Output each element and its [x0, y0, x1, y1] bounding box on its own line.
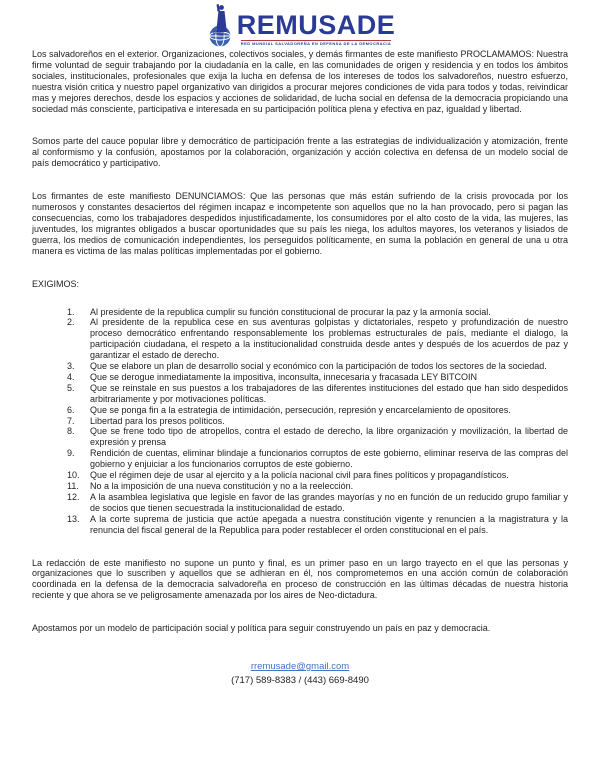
- logo-wordmark: REMUSADE: [236, 9, 396, 40]
- denouncement-paragraph: Los firmantes de este manifiesto DENUNCIAMOS: Que las personas que más están sufriendo de la crisis provocada por los numerosos y constantes desaciertos del régimen incapaz e incompetente son aquellos que no la han provocado, pero si pagan las consecuencias, como los trabajadores despedidos injustificadamente, los consumidores por el alto costo de la vida, las mujeres, las juventudes, los migrantes obligados a buscar oportunidades que su país les niega, los adultos mayores, los veteranos y lisiados de guerra, los medios de comunicación independientes, los perseguidos políticamente, en suma la población en general de una u otra manera es victima de las malas políticas implementadas por el gobierno.: [32, 191, 568, 256]
- logo-tagline: RED MUNDIAL SALVADOREÑA EN DEFENSA DE LA DEMOCRACIA: [240, 41, 392, 46]
- demand-item-9: Rendición de cuentas, eliminar blindaje a funcionarios corruptos de este gobierno, eliminar reserva de las compras del gobierno y enjuiciar a los funcionarios corruptos de este gobierno.: [90, 448, 568, 470]
- demand-item-6: Que se ponga fin a la estrategia de intimidación, persecución, represión y encarcelamiento de opositores.: [90, 404, 511, 415]
- phone-numbers: (717) 589-8383 / (443) 669-8490: [231, 675, 369, 687]
- contact-footer: [32, 656, 568, 687]
- demand-item-8: Que se frene todo tipo de atropellos, contra el estado de derecho, la libre organización y movilización, la libertad de expresión y prensa: [90, 426, 568, 448]
- salvador-del-mundo-globe-icon: [205, 3, 235, 47]
- closing-commitment-paragraph: La redacción de este manifiesto no supone un punto y final, es un primer paso en un largo trayecto en el que las personas y organizaciones que lo suscriben y aquellos que se adhieran en él, nos comprometemos en una acción común de colaboración coordinada en la defensa de la democracia salvadoreña en proceso de construcción en las últimas décadas de nuestra historia reciente y que ahora se ve peligrosamente amenazada por los aires de Neo-dictadura.: [32, 557, 568, 601]
- demand-item-7: Libertad para los presos políticos.: [90, 415, 225, 426]
- remusade-logo: [32, 3, 568, 47]
- demand-item-2: Al presidente de la republica cese en sus aventuras golpistas y dictatoriales, respeto y profundización de nuestro proceso democrático enfrentando responsablemente los problemas estructurales de país, mediante el dialogo, la participación ciudadana, el respeto a la institucionalidad construida desde antes y después de los acuerdos de paz y garantizar el estado de derecho.: [90, 317, 568, 361]
- demand-item-5: Que se reinstale en sus puestos a los trabajadores de las diferentes instituciones del estado que han sido despedidos arbitrariamente y por motivaciones políticas.: [90, 382, 568, 404]
- demands-list: [67, 307, 568, 536]
- closing-statement-paragraph: Apostamos por un modelo de participación social y política para seguir construyendo un país en paz y democracia.: [32, 623, 491, 634]
- email-link[interactable]: rremusade@gmail.com: [250, 661, 350, 673]
- demand-item-10: Que el régimen deje de usar al ejercito y a la policía nacional civil para fines políticos y propagandísticos.: [90, 470, 509, 481]
- demand-item-13: A la corte suprema de justicia que actúe apegada a nuestra constitución vigente y renuncien a la magistratura y la renuncia del fiscal general de la Republica para poder restablecer el orden constitucional en el país.: [90, 513, 568, 535]
- opening-proclamation-paragraph: Los salvadoreños en el exterior. Organizaciones, colectivos sociales, y demás firmantes de este manifiesto PROCLAMAMOS: Nuestra firme voluntad de seguir trabajando por la ciudadanía en la calle, en las comunidades de origen y residencia y en todos los ámbitos sociales, institucionales, profesionales que exija la lucha en defensa de los intereses de todos los salvadoreños, nuestro esfuerzo, nuestra visión critica y nuestro papel organizativo van dirigidos a procurar mejores condiciones de vida para todos y todas, reivindicar mas y mejores derechos, desde los espacios y acciones de solidaridad, de lucha social en defensa de la democracia propiciando una sociedad más consciente, participativa e interesada en su participación política plena y efectiva en paz, igualdad y libertad.: [32, 49, 568, 114]
- demand-item-12: A la asamblea legislativa que legisle en favor de las grandes mayorías y no en función de un reducido grupo familiar y de socios que tienen secuestrada la institucionalidad de estado.: [90, 491, 568, 513]
- demand-item-4: Que se derogue inmediatamente la impositiva, inconsulta, innecesaria y fracasada LEY BITCOIN: [90, 371, 478, 382]
- demand-item-3: Que se elabore un plan de desarrollo social y económico con la participación de todos los sectores de la sociedad.: [90, 361, 547, 372]
- participation-paragraph: Somos parte del cauce popular libre y democrático de participación frente a las estrategias de individualización y atomización, frente al conformismo y la confusión, apostamos por la colaboración, organización y acción colectiva en defensa de un modelo social de país democrático y participativo.: [32, 136, 568, 169]
- logo-text-stack: [236, 9, 396, 48]
- demands-heading: EXIGIMOS:: [32, 278, 80, 289]
- demand-item-11: No a la imposición de una nueva constitución y no a la reelección.: [90, 481, 354, 491]
- demand-item-1: Al presidente de la republica cumplir su función constitucional de procurar la paz y la armonía social.: [90, 306, 491, 317]
